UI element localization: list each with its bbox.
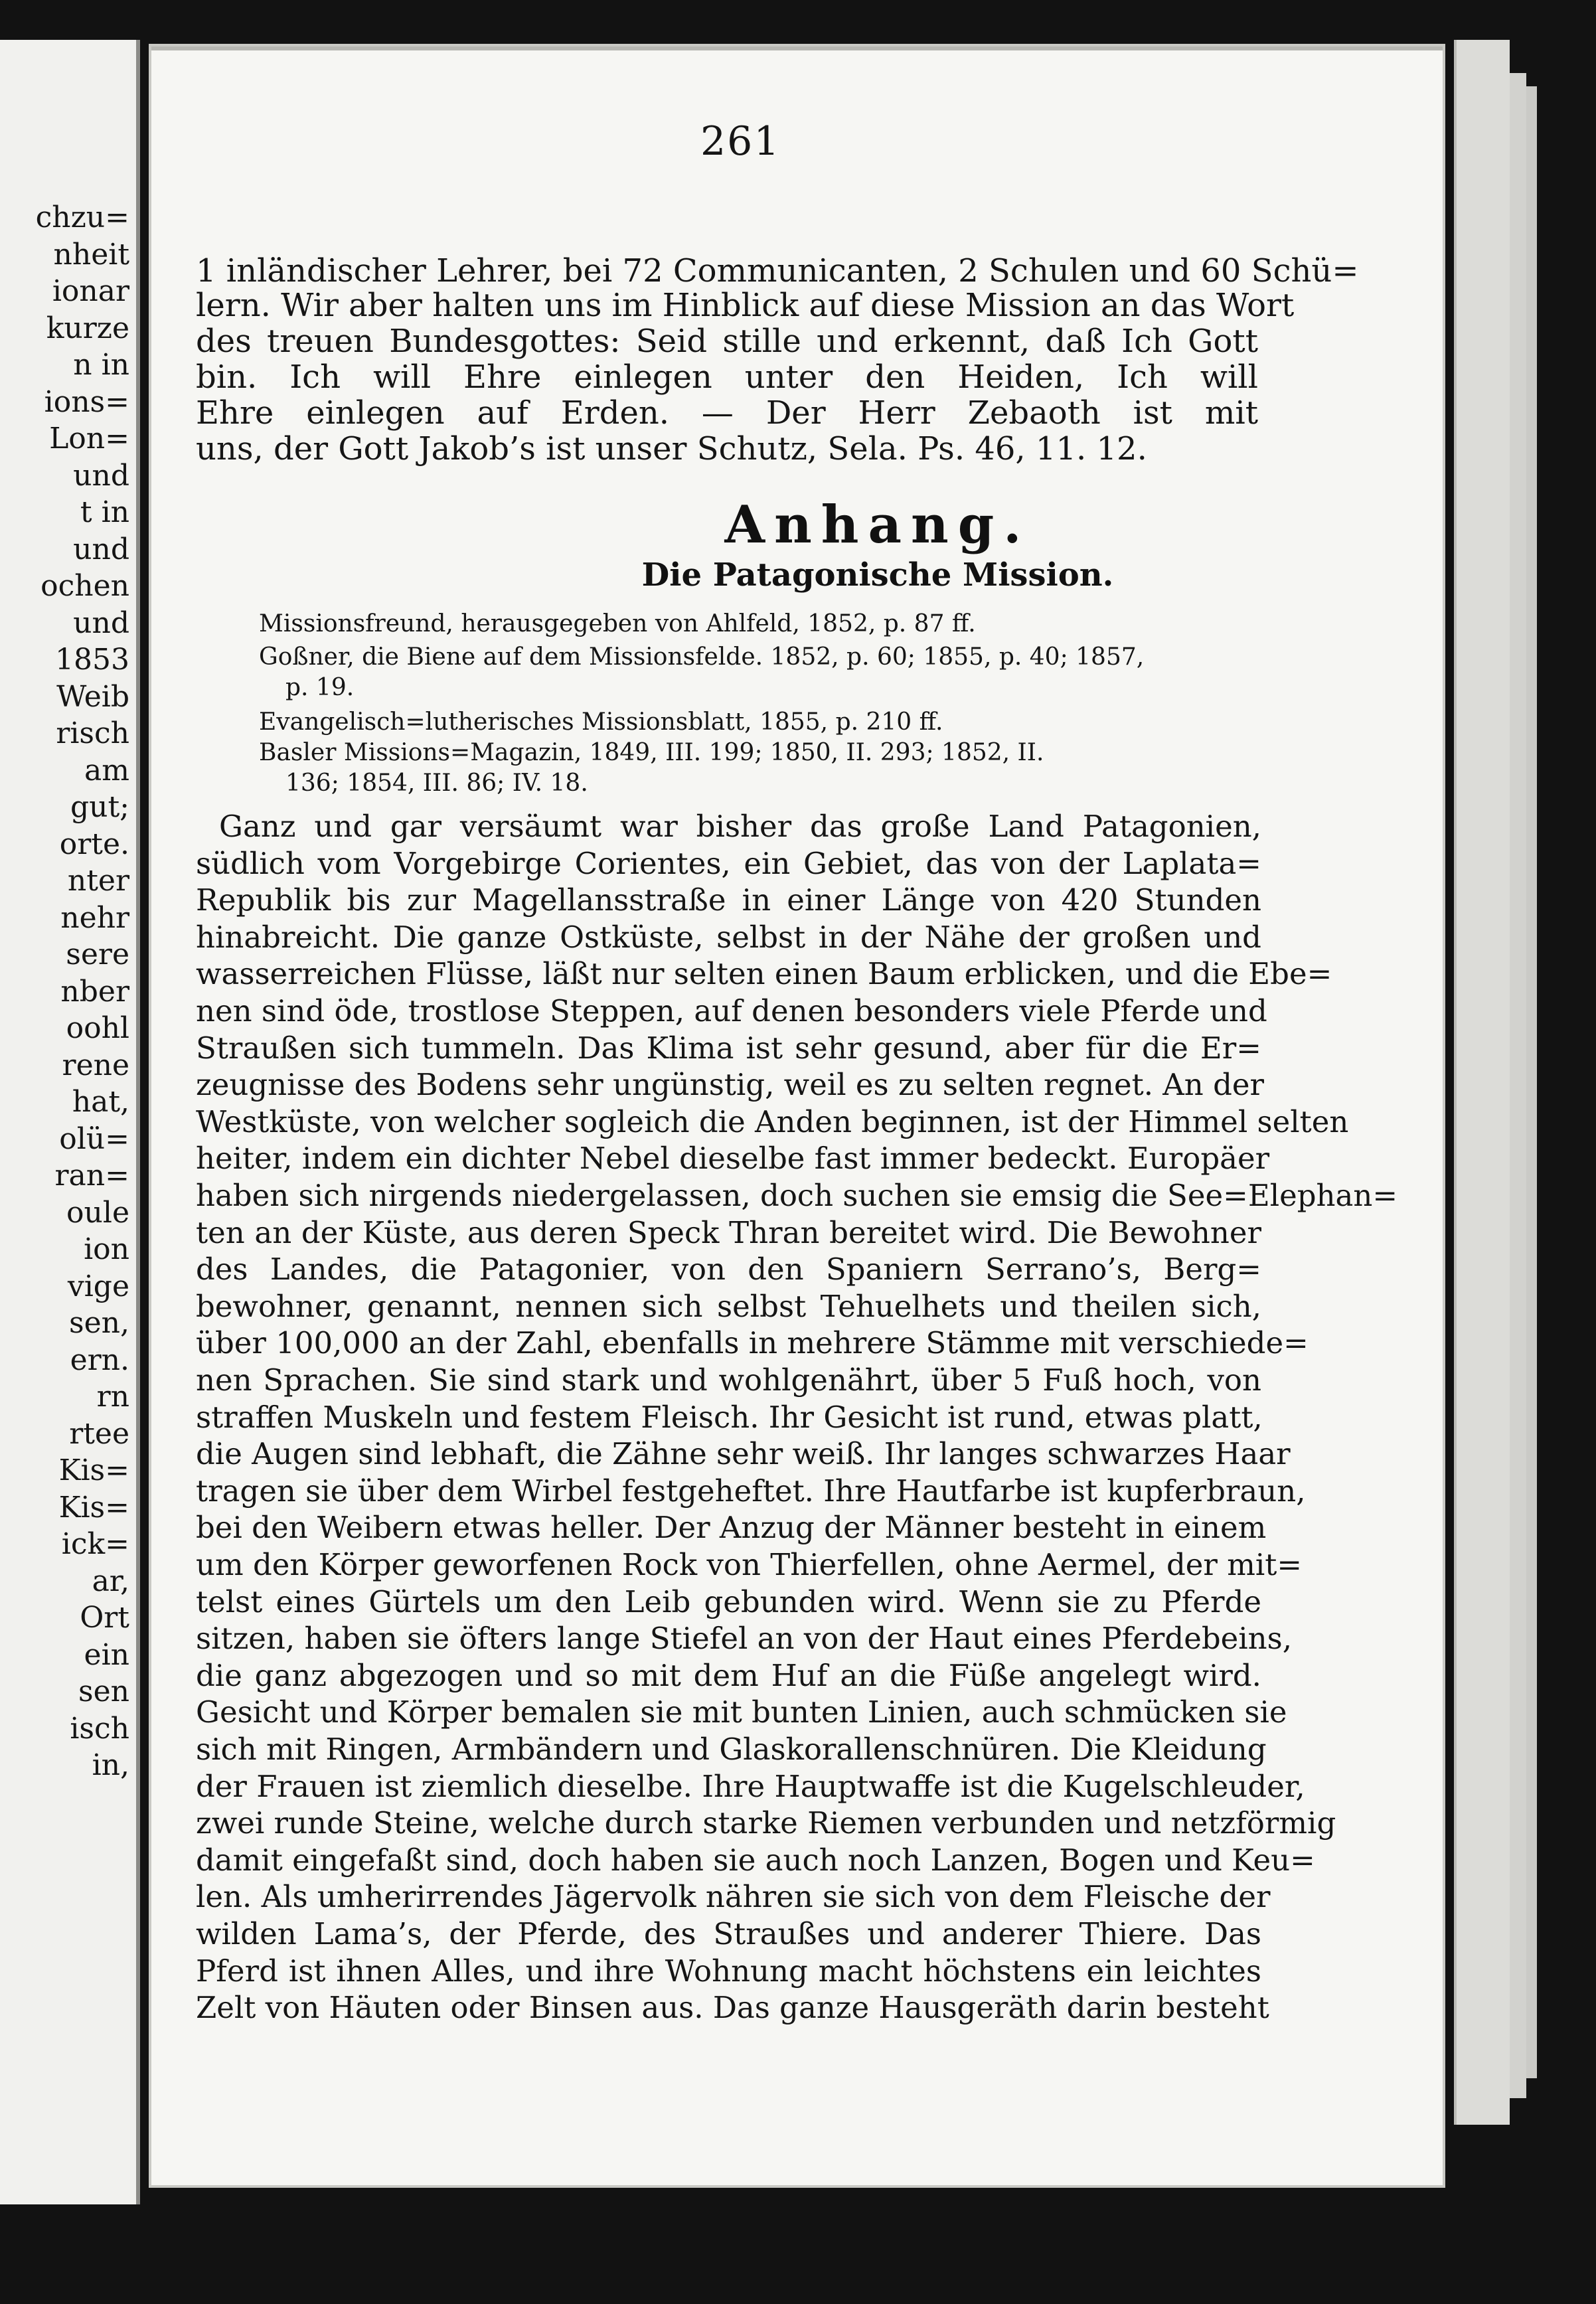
reference-entry: Evangelisch=lutherisches Missionsblatt, 1855, p. 210 ff. xyxy=(259,708,943,736)
previous-page-text-fragment: chzu= xyxy=(35,201,129,234)
previous-page-text-fragment: isch xyxy=(70,1711,129,1746)
text-line: des Landes, die Patagonier, von den Spaniern Serrano’s, Berg= xyxy=(196,1252,1261,1287)
previous-page-text-fragment: sere xyxy=(66,938,129,971)
text-line: die ganz abgezogen und so mit dem Huf an die Füße angelegt wird. xyxy=(196,1657,1261,1693)
text-line: 1 inländischer Lehrer, bei 72 Communicanten, 2 Schulen und 60 Schü= xyxy=(196,252,1359,289)
text-line: bewohner, genannt, nennen sich selbst Tehuelhets und theilen sich, xyxy=(196,1288,1261,1324)
previous-page-edge xyxy=(0,40,140,2204)
text-line: die Augen sind lebhaft, die Zähne sehr weiß. Ihr langes schwarzes Haar xyxy=(196,1436,1291,1472)
previous-page-text-fragment: gut; xyxy=(70,790,129,824)
previous-page-text-fragment: nheit xyxy=(53,237,129,272)
previous-page-text-fragment: risch xyxy=(56,716,129,750)
previous-page-text-fragment: Kis= xyxy=(58,1453,129,1487)
text-line: Pferd ist ihnen Alles, und ihre Wohnung macht höchstens ein leichtes xyxy=(196,1953,1261,1989)
section-heading: Anhang. xyxy=(724,495,1031,555)
reference-entry: Goßner, die Biene auf dem Missionsfelde. 1852, p. 60; 1855, p. 40; 1857, xyxy=(259,643,1145,671)
previous-page-text-fragment: n in xyxy=(73,348,129,382)
previous-page-text-fragment: ick= xyxy=(61,1527,129,1561)
previous-page-text-fragment: in, xyxy=(92,1748,129,1782)
previous-page-text-fragment: orte. xyxy=(59,827,129,861)
text-line: ten an der Küste, aus deren Speck Thran bereitet wird. Die Bewohner xyxy=(196,1214,1261,1250)
previous-page-text-fragment: ochen xyxy=(40,569,129,603)
previous-page-text-fragment: am xyxy=(84,753,129,787)
text-line: Westküste, von welcher sogleich die Anden beginnen, ist der Himmel selten xyxy=(196,1104,1349,1139)
text-line: tragen sie über dem Wirbel festgeheftet. Ihre Hautfarbe ist kupferbraun, xyxy=(196,1473,1306,1509)
text-line: zeugnisse des Bodens sehr ungünstig, weil es zu selten regnet. An der xyxy=(196,1067,1265,1103)
previous-page-text-fragment: und xyxy=(73,458,129,493)
reference-entry: Basler Missions=Magazin, 1849, III. 199; 1850, II. 293; 1852, II. xyxy=(259,739,1044,766)
text-line: sitzen, haben sie öfters lange Stiefel an von der Haut eines Pferdebeins, xyxy=(196,1621,1293,1657)
text-line: len. Als umherirrendes Jägervolk nähren sie sich von dem Fleische der xyxy=(196,1879,1271,1915)
text-line: bei den Weibern etwas heller. Der Anzug der Männer besteht in einem xyxy=(196,1510,1267,1546)
text-line: telst eines Gürtels um den Leib gebunden wird. Wenn sie zu Pferde xyxy=(196,1584,1261,1619)
text-line: Ganz und gar versäumt war bisher das große Land Patagonien, xyxy=(219,809,1261,844)
text-line: Gesicht und Körper bemalen sie mit bunten Linien, auch schmücken sie xyxy=(196,1694,1287,1730)
previous-page-text-fragment: ein xyxy=(84,1637,129,1672)
text-line: des treuen Bundesgottes: Seid stille und erkennt, daß Ich Gott xyxy=(196,323,1258,360)
text-line: heiter, indem ein dichter Nebel dieselbe fast immer bedeckt. Europäer xyxy=(196,1141,1270,1177)
previous-page-text-fragment: ions= xyxy=(44,384,129,419)
text-line: bin. Ich will Ehre einlegen unter den Heiden, Ich will xyxy=(196,359,1258,396)
text-line: wasserreichen Flüsse, läßt nur selten einen Baum erblicken, und die Ebe= xyxy=(196,956,1332,992)
text-line: über 100,000 an der Zahl, ebenfalls in mehrere Stämme mit verschiede= xyxy=(196,1325,1309,1361)
text-line: lern. Wir aber halten uns im Hinblick auf diese Mission an das Wort xyxy=(196,287,1295,324)
previous-page-text-fragment: kurze xyxy=(46,311,129,345)
previous-page-text-fragment: Lon= xyxy=(49,422,129,455)
previous-page-text-fragment: ar, xyxy=(92,1564,129,1598)
text-line: der Frauen ist ziemlich dieselbe. Ihre Hauptwaffe ist die Kugelschleuder, xyxy=(196,1768,1305,1804)
text-line: südlich vom Vorgebirge Corientes, ein Gebiet, das von der Laplata= xyxy=(196,845,1261,881)
previous-page-text-fragment: ionar xyxy=(52,274,129,308)
text-line: zwei runde Steine, welche durch starke Riemen verbunden und netzförmig xyxy=(196,1805,1336,1841)
text-line: um den Körper geworfenen Rock von Thierfellen, ohne Aermel, der mit= xyxy=(196,1547,1303,1582)
reference-entry: Missionsfreund, herausgegeben von Ahlfeld, 1852, p. 87 ff. xyxy=(259,610,976,637)
text-line: uns, der Gott Jakob’s ist unser Schutz, Sela. Ps. 46, 11. 12. xyxy=(196,430,1147,467)
previous-page-text-fragment: 1853 xyxy=(55,643,129,677)
previous-page-text-fragment: olü= xyxy=(59,1121,129,1156)
text-line: damit eingefaßt sind, doch haben sie auch noch Lanzen, Bogen und Keu= xyxy=(196,1842,1315,1878)
section-subheading: Die Patagonische Mission. xyxy=(641,556,1114,594)
previous-page-text-fragment: vige xyxy=(67,1269,129,1303)
text-line: nen Sprachen. Sie sind stark und wohlgenährt, über 5 Fuß hoch, von xyxy=(196,1362,1261,1398)
previous-page-text-fragment: Ort xyxy=(80,1601,129,1635)
text-line: Zelt von Häuten oder Binsen aus. Das ganze Hausgeräth darin besteht xyxy=(196,1990,1269,2026)
previous-page-text-fragment: rene xyxy=(62,1048,129,1082)
text-line: Republik bis zur Magellansstraße in einer Länge von 420 Stunden xyxy=(196,882,1261,918)
previous-page-text-fragment: sen xyxy=(78,1675,129,1708)
previous-page-text-fragment: und xyxy=(73,606,129,640)
previous-page-text-fragment: sen, xyxy=(69,1306,129,1340)
text-line: straffen Muskeln und festem Fleisch. Ihr Gesicht ist rund, etwas platt, xyxy=(196,1399,1263,1435)
previous-page-text-fragment: Weib xyxy=(56,679,129,714)
previous-page-text-fragment: rn xyxy=(96,1380,129,1414)
text-line: hinabreicht. Die ganze Ostküste, selbst in der Nähe der großen und xyxy=(196,919,1261,955)
previous-page-text-fragment: rtee xyxy=(69,1416,129,1451)
previous-page-text-fragment: Kis= xyxy=(58,1490,129,1524)
previous-page-text-fragment: oule xyxy=(66,1195,129,1230)
text-line: haben sich nirgends niedergelassen, doch suchen sie emsig die See=Elephan= xyxy=(196,1178,1398,1213)
previous-page-text-fragment: nber xyxy=(60,974,129,1009)
previous-page-text-fragment: oohl xyxy=(66,1011,129,1045)
text-line: Ehre einlegen auf Erden. — Der Herr Zebaoth ist mit xyxy=(196,394,1258,432)
previous-page-text-fragment: nehr xyxy=(60,900,129,935)
page-number: 261 xyxy=(700,118,781,165)
text-line: nen sind öde, trostlose Steppen, auf denen besonders viele Pferde und xyxy=(196,993,1267,1029)
page-stack-edge xyxy=(1454,40,1510,2125)
previous-page-text-fragment: und xyxy=(73,532,129,566)
text-line: sich mit Ringen, Armbändern und Glaskorallenschnüren. Die Kleidung xyxy=(196,1732,1267,1767)
previous-page-text-fragment: t in xyxy=(80,495,129,529)
previous-page-text-fragment: hat, xyxy=(72,1085,129,1119)
previous-page-text-fragment: nter xyxy=(67,864,129,898)
previous-page-text-fragment: ran= xyxy=(54,1159,129,1193)
text-line: wilden Lama’s, der Pferde, des Straußes und anderer Thiere. Das xyxy=(196,1916,1261,1951)
text-line: Straußen sich tummeln. Das Klima ist sehr gesund, aber für die Er= xyxy=(196,1030,1261,1066)
previous-page-text-fragment: ion xyxy=(84,1232,129,1266)
previous-page-text-fragment: ern. xyxy=(70,1343,129,1377)
reference-entry: p. 19. xyxy=(285,674,355,701)
reference-entry: 136; 1854, III. 86; IV. 18. xyxy=(285,770,588,797)
